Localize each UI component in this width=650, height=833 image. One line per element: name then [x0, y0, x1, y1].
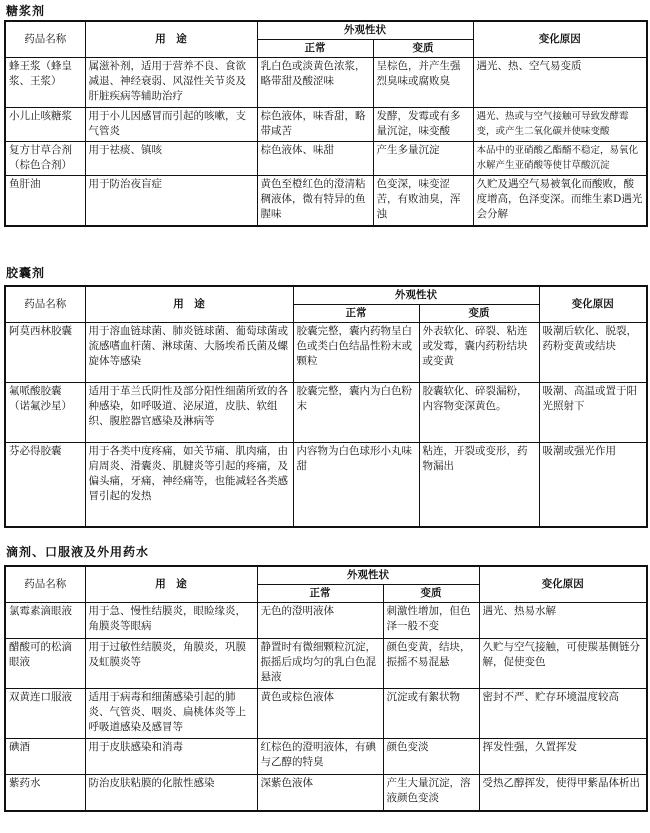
header-appearance: 外观性状 — [257, 21, 473, 40]
drug-name: 阿莫西林胶囊 — [5, 323, 85, 383]
table-row — [5, 58, 647, 108]
drug-name: 蜂王浆（蜂皇浆、王浆） — [5, 58, 85, 108]
table-row — [5, 383, 647, 443]
drug-normal: 胶囊完整，囊内为白色粉末 — [293, 383, 419, 443]
drug-name: 双黄连口服液 — [5, 689, 85, 739]
drops-table — [4, 565, 648, 812]
table-row — [5, 689, 647, 739]
header-spoiled: 变质 — [383, 585, 479, 603]
header-normal: 正常 — [293, 305, 419, 323]
header-use: 用 途 — [85, 21, 257, 58]
drug-cause: 遇光、热易水解 — [479, 603, 647, 639]
drug-use: 用于小儿因感冒而引起的咳嗽，支气管炎 — [85, 108, 257, 142]
drug-cause: 久贮及遇空气易被氧化而酸败，酸度增高，色泽变深。而维生素D遇光会分解 — [473, 176, 647, 226]
drug-use: 用于防治夜盲症 — [85, 176, 257, 226]
table-row — [5, 775, 647, 811]
drug-cause: 密封不严、贮存环境温度较高 — [479, 689, 647, 739]
header-name: 药品名称 — [5, 566, 85, 603]
table-row — [5, 639, 647, 689]
drug-cause: 遇光、热或与空气接触可导致发酵霉变，或产生二氧化碳并使味变酸 — [473, 108, 647, 142]
drug-normal: 无色的澄明液体 — [257, 603, 383, 639]
drug-use: 属滋补剂，适用于营养不良、食欲减退、神经衰弱、风湿性关节炎及肝脏疾病等辅助治疗 — [85, 58, 257, 108]
header-appearance: 外观性状 — [293, 286, 539, 305]
header-name: 药品名称 — [5, 286, 85, 323]
drug-use: 用于各类中度疼痛，如关节痛、肌肉痛，由肩周炎、滑囊炎、肌腱炎等引起的疼痛，及偏头痛，牙痛，神经痛等，也能减轻各类感冒引起的发热 — [85, 443, 293, 527]
drug-name: 复方甘草合剂（棕色合剂） — [5, 142, 85, 176]
section-title-capsule: 胶囊剂 — [6, 266, 46, 280]
drug-normal: 黄色至橙红色的澄清粘稠液体，微有特异的鱼腥味 — [257, 176, 373, 226]
drug-spoiled: 沉淀或有絮状物 — [383, 689, 479, 739]
section-title-syrup: 糖浆剂 — [6, 4, 46, 18]
header-normal: 正常 — [257, 585, 383, 603]
drug-normal: 黄色或棕色液体 — [257, 689, 383, 739]
drug-cause: 受热乙醇挥发，使得甲紫晶体析出 — [479, 775, 647, 811]
table-row — [5, 443, 647, 527]
syrup-table — [4, 20, 648, 227]
drug-cause: 遇光、热、空气易变质 — [473, 58, 647, 108]
drug-spoiled: 刺激性增加，但色泽一般不变 — [383, 603, 479, 639]
drug-spoiled: 产生大量沉淀，溶液颜色变淡 — [383, 775, 479, 811]
drug-spoiled: 发酵，发霉或有多量沉淀，味变酸 — [373, 108, 473, 142]
drug-cause: 久贮与空气接触，可使羰基侧链分解，促使变色 — [479, 639, 647, 689]
drug-spoiled: 粘连，开裂或变形，药物漏出 — [419, 443, 539, 527]
capsule-table — [4, 285, 648, 528]
header-use: 用 途 — [85, 566, 257, 603]
drug-spoiled: 色变深，味变涩苦，有败油臭，浑浊 — [373, 176, 473, 226]
drug-spoiled: 外表软化、碎裂、粘连或发霉，囊内药粉结块或变黄 — [419, 323, 539, 383]
drug-name: 碘酒 — [5, 739, 85, 775]
drug-normal: 红棕色的澄明液体，有碘与乙醇的特臭 — [257, 739, 383, 775]
drug-use: 用于溶血链球菌、肺炎链球菌、葡萄球菌或流感嗜血杆菌、淋球菌、大肠埃希氏菌及螺旋体等感染 — [85, 323, 293, 383]
table-row — [5, 603, 647, 639]
header-cause: 变化原因 — [479, 566, 647, 603]
drug-use: 用于过敏性结膜炎，角膜炎，巩膜及虹膜炎等 — [85, 639, 257, 689]
drug-name: 氯霉素滴眼液 — [5, 603, 85, 639]
drug-spoiled: 产生多量沉淀 — [373, 142, 473, 176]
header-normal: 正常 — [257, 40, 373, 58]
drug-name: 小儿止咳糖浆 — [5, 108, 85, 142]
drug-normal: 棕色液体，味香甜，略带咸苦 — [257, 108, 373, 142]
header-appearance: 外观性状 — [257, 566, 479, 585]
table-row — [5, 142, 647, 176]
drug-normal: 棕色液体、味甜 — [257, 142, 373, 176]
drug-spoiled: 呈棕色，并产生强烈臭味或腐败臭 — [373, 58, 473, 108]
header-use: 用 途 — [85, 286, 293, 323]
header-cause: 变化原因 — [539, 286, 647, 323]
drug-cause: 吸潮、高温或置于阳光照射下 — [539, 383, 647, 443]
table-row — [5, 176, 647, 226]
header-name: 药品名称 — [5, 21, 85, 58]
drug-normal: 深紫色液体 — [257, 775, 383, 811]
header-cause: 变化原因 — [473, 21, 647, 58]
drug-spoiled: 胶囊软化、碎裂漏粉，内容物变深黄色。 — [419, 383, 539, 443]
drug-normal: 乳白色或淡黄色浓浆，略带甜及酸涩味 — [257, 58, 373, 108]
header-spoiled: 变质 — [419, 305, 539, 323]
drug-cause: 吸潮后软化、脱裂，药粉变黄或结块 — [539, 323, 647, 383]
drug-name: 鱼肝油 — [5, 176, 85, 226]
drug-use: 防治皮肤粘膜的化脓性感染 — [85, 775, 257, 811]
drug-name: 紫药水 — [5, 775, 85, 811]
table-row — [5, 739, 647, 775]
drug-normal: 内容物为白色球形小丸味甜 — [293, 443, 419, 527]
drug-spoiled: 颜色变淡 — [383, 739, 479, 775]
drug-name: 芬必得胶囊 — [5, 443, 85, 527]
table-row — [5, 323, 647, 383]
drug-use: 用于皮肤感染和消毒 — [85, 739, 257, 775]
drug-normal: 静置时有微细颗粒沉淀，振摇后成均匀的乳白色混悬液 — [257, 639, 383, 689]
drug-cause: 挥发性强，久置挥发 — [479, 739, 647, 775]
drug-cause: 本品中的亚硝酸乙酯醑不稳定，易氧化水解产生亚硝酸等使甘草酸沉淀 — [473, 142, 647, 176]
drug-use: 适用于革兰氏阴性及部分阳性细菌所致的各种感染，如呼吸道、泌尿道，皮肤、软组织、腹腔器官感染及淋病等 — [85, 383, 293, 443]
drug-cause: 吸潮或强光作用 — [539, 443, 647, 527]
header-spoiled: 变质 — [373, 40, 473, 58]
section-title-drops: 滴剂、口服液及外用药水 — [6, 545, 150, 559]
drug-use: 适用于病毒和细菌感染引起的肺炎、气管炎、咽炎、扁桃体炎等上呼吸道感染及感冒等 — [85, 689, 257, 739]
drug-normal: 胶囊完整，囊内药物呈白色或类白色结晶性粉末或颗粒 — [293, 323, 419, 383]
drug-name: 氟哌酸胶囊（诺氟沙星） — [5, 383, 85, 443]
drug-use: 用于急、慢性结膜炎，眼睑缘炎，角膜炎等眼病 — [85, 603, 257, 639]
drug-name: 醋酸可的松滴眼液 — [5, 639, 85, 689]
drug-spoiled: 颜色变黄，结块，振摇不易混悬 — [383, 639, 479, 689]
table-row — [5, 108, 647, 142]
drug-use: 用于祛痰、镇咳 — [85, 142, 257, 176]
